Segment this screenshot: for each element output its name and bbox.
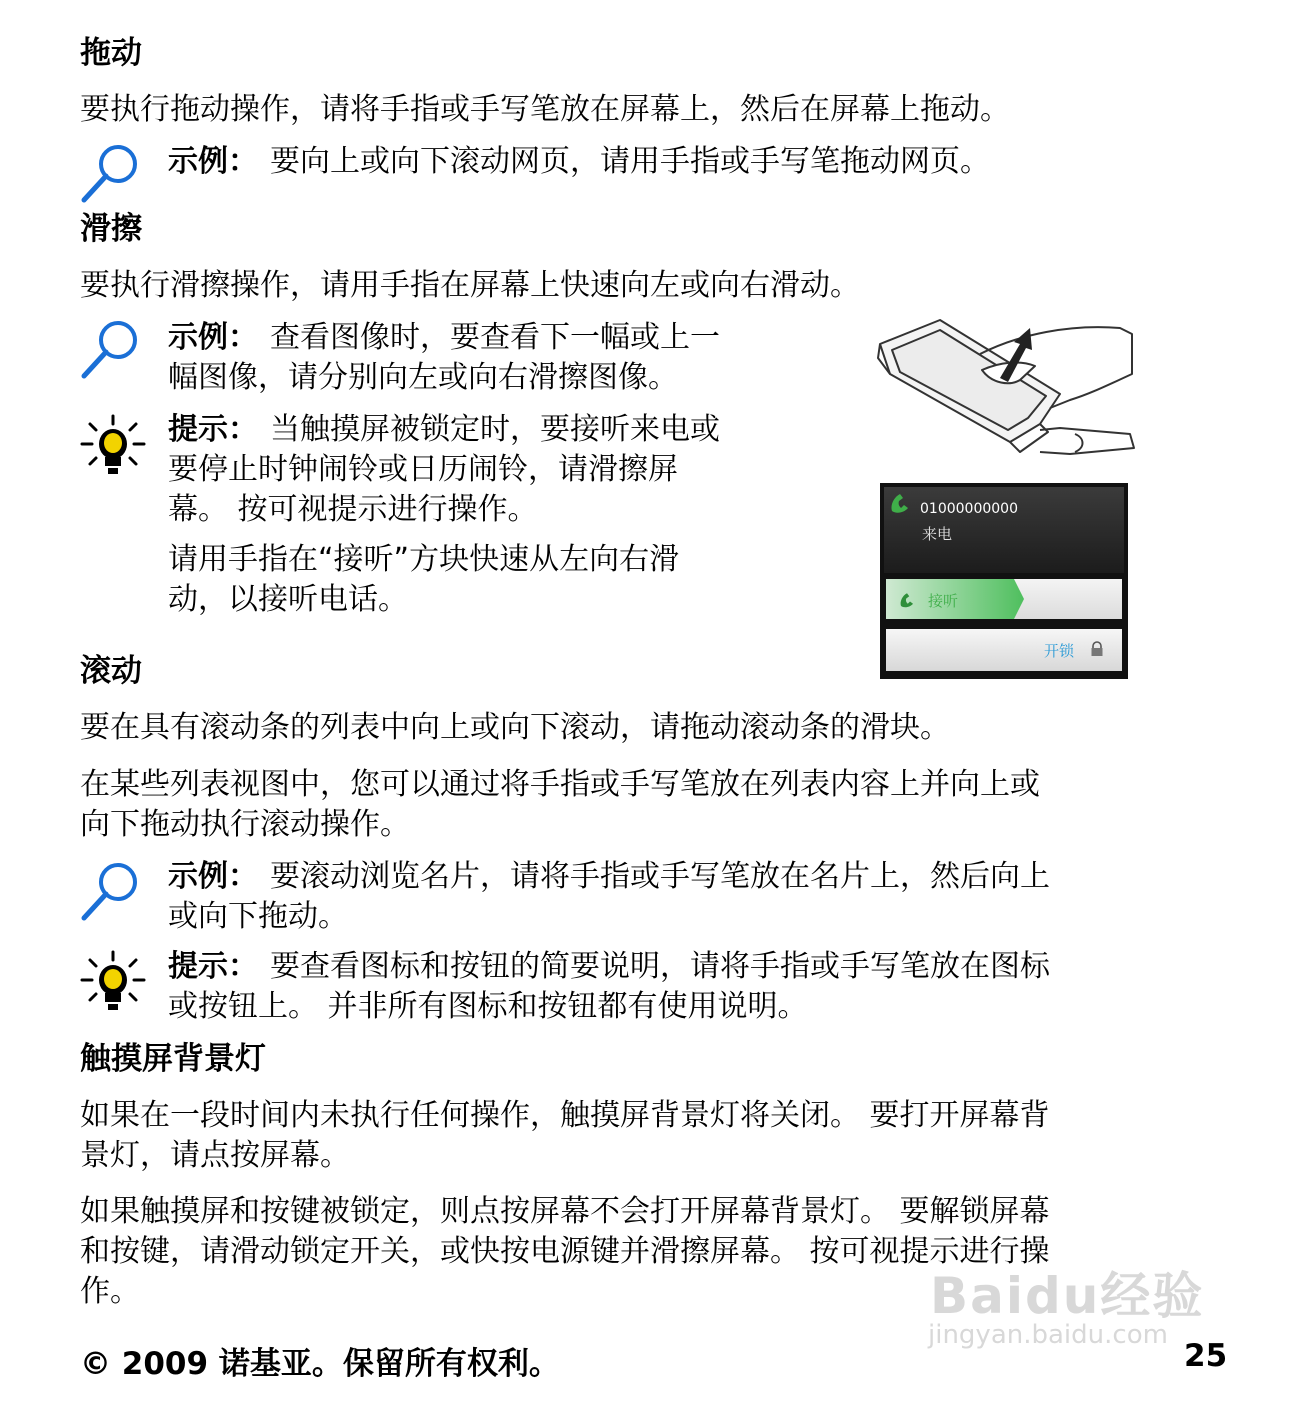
footer-copyright: © 2009 诺基亚。保留所有权利。 <box>80 1346 560 1382</box>
drag-body: 要执行拖动操作，请将手指或手写笔放在屏幕上，然后在屏幕上拖动。 <box>80 92 1010 127</box>
tip-label: 提示： <box>168 412 258 447</box>
heading-swipe: 滑擦 <box>80 211 142 247</box>
watermark-brand: Baidu经验 <box>930 1267 1205 1325</box>
example-line: 幅图像，请分别向左或向右滑擦图像。 <box>168 360 678 395</box>
text-line: 和按键，请滑动锁定开关，或快按电源键并滑擦屏幕。 按可视提示进行操 <box>80 1234 1050 1269</box>
scroll-body-2 <box>80 765 1240 845</box>
swipe-tip-extra <box>168 540 848 620</box>
text-line: 在某些列表视图中，您可以通过将手指或手写笔放在列表内容上并向上或 <box>80 767 1040 802</box>
example-line: 或向下拖动。 <box>168 899 348 934</box>
unlock-bar[interactable] <box>886 629 1122 671</box>
scroll-example <box>168 857 1248 937</box>
tip-line: 请用手指在“接听”方块快速从左向右滑 <box>168 542 680 577</box>
lock-icon <box>1090 641 1104 657</box>
watermark-url: jingyan.baidu.com <box>928 1320 1168 1350</box>
call-header <box>884 487 1124 573</box>
example-line: 要滚动浏览名片，请将手指或手写笔放在名片上，然后向上 <box>270 859 1050 894</box>
example-label: 示例： <box>168 859 258 894</box>
backlight-body-1 <box>80 1096 1240 1176</box>
heading-scroll: 滚动 <box>80 653 142 689</box>
heading-drag: 拖动 <box>80 35 142 71</box>
tip-line: 动，以接听电话。 <box>168 582 408 617</box>
heading-backlight: 触摸屏背景灯 <box>80 1041 266 1077</box>
swipe-illustration <box>870 314 1140 464</box>
example-label: 示例： <box>168 320 258 355</box>
text-line: 景灯，请点按屏幕。 <box>80 1138 350 1173</box>
answer-label: 接听 <box>928 592 959 610</box>
incoming-call-screen <box>880 483 1128 679</box>
tip-line: 要停止时钟闹铃或日历闹铃，请滑擦屏 <box>168 452 678 487</box>
text-line: 作。 <box>80 1274 140 1309</box>
text-line: 向下拖动执行滚动操作。 <box>80 807 410 842</box>
magnifier-icon <box>80 142 142 204</box>
caller-number: 01000000000 <box>920 501 1018 517</box>
answer-phone-icon <box>898 591 916 609</box>
swipe-tip <box>168 410 848 530</box>
lightbulb-icon <box>80 950 146 1016</box>
scroll-body: 要在具有滚动条的列表中向上或向下滚动，请拖动滚动条的滑块。 <box>80 710 950 745</box>
magnifier-icon <box>80 860 142 922</box>
phone-icon <box>888 491 912 515</box>
unlock-label: 开锁 <box>1044 642 1075 660</box>
text-line: 如果触摸屏和按键被锁定，则点按屏幕不会打开屏幕背景灯。 要解锁屏幕 <box>80 1194 1050 1229</box>
tip-line: 幕。 按可视提示进行操作。 <box>168 492 538 527</box>
tip-label: 提示： <box>168 949 258 984</box>
drag-example <box>168 142 990 182</box>
swipe-example <box>168 318 848 398</box>
example-line: 查看图像时，要查看下一幅或上一 <box>270 320 720 355</box>
swipe-body: 要执行滑擦操作，请用手指在屏幕上快速向左或向右滑动。 <box>80 268 860 303</box>
tip-line: 或按钮上。 并非所有图标和按钮都有使用说明。 <box>168 989 808 1024</box>
page-number: 25 <box>1184 1338 1228 1374</box>
tip-line: 要查看图标和按钮的简要说明，请将手指或手写笔放在图标 <box>270 949 1050 984</box>
text-line: 如果在一段时间内未执行任何操作，触摸屏背景灯将关闭。 要打开屏幕背 <box>80 1098 1050 1133</box>
lightbulb-icon <box>80 414 146 480</box>
call-status: 来电 <box>922 525 953 543</box>
scroll-tip <box>168 947 1248 1027</box>
example-label: 示例： <box>168 144 258 179</box>
magnifier-icon <box>80 318 142 380</box>
tip-line: 当触摸屏被锁定时，要接听来电或 <box>270 412 720 447</box>
example-text: 要向上或向下滚动网页，请用手指或手写笔拖动网页。 <box>270 144 990 179</box>
